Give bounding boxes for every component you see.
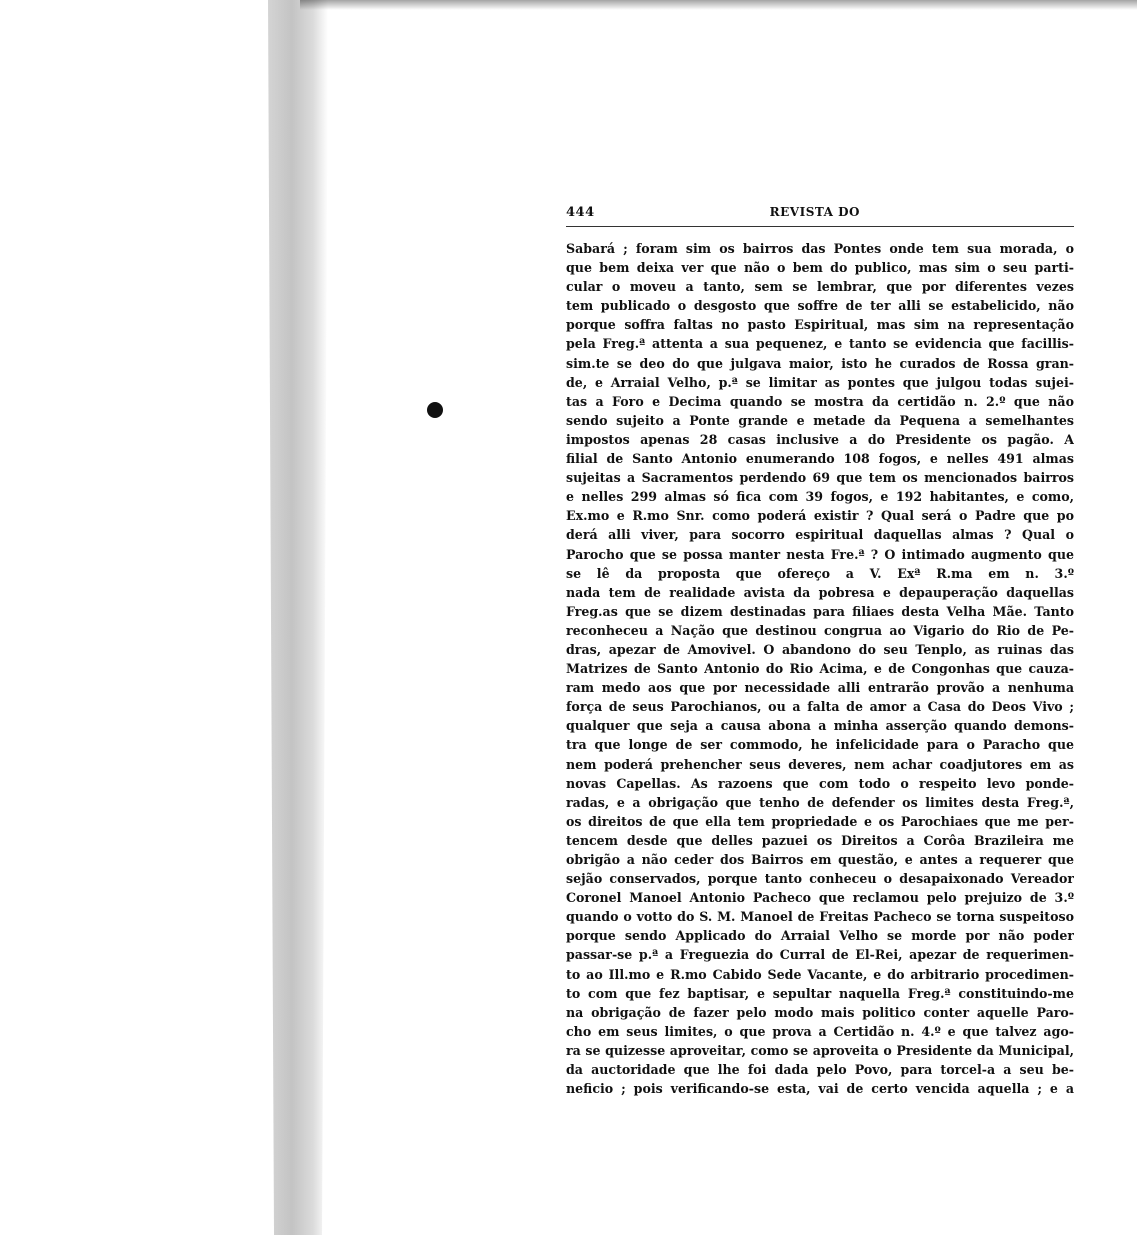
text-line: Ex.mo e R.mo Snr. como poderá existir ? Qual será o Padre que po xyxy=(566,508,1074,524)
text-line: impostos apenas 28 casas inclusive a do Presidente os pagão. A xyxy=(566,431,1074,447)
text-line: que bem deixa ver que não o bem do publico, mas sim o seu parti- xyxy=(566,260,1074,276)
text-line: qualquer que seja a causa abona a minha asserção quando demons- xyxy=(566,718,1074,734)
text-line: nada tem de realidade avista da pobresa e depauperação daquellas xyxy=(566,584,1074,600)
text-page xyxy=(566,205,1074,1098)
text-line: to com que fez baptisar, e sepultar naquella Freg.ª constituindo-me xyxy=(566,985,1074,1001)
text-line: os direitos de que ella tem propriedade e os Parochiaes que me per- xyxy=(566,813,1074,829)
running-header xyxy=(566,205,1074,227)
text-line: dras, apezar de Amovivel. O abandono do seu Tenplo, as ruinas das xyxy=(566,641,1074,657)
text-line: sendo sujeito a Ponte grande e metade da Pequena a semelhantes xyxy=(566,412,1074,428)
text-line: novas Capellas. As razoens que com todo o respeito levo ponde- xyxy=(566,775,1074,791)
text-line: e nelles 299 almas só fica com 39 fogos, e 192 habitantes, e como, xyxy=(566,489,1074,505)
text-line: da auctoridade que lhe foi dada pelo Povo, para torcel-a a seu be- xyxy=(566,1062,1074,1078)
text-line: tencem desde que delles pazuei os Direitos a Corôa Brazileira me xyxy=(566,832,1074,848)
text-line: força de seus Parochianos, ou a falta de amor a Casa do Deos Vivo ; xyxy=(566,699,1074,715)
text-line: na obrigação de fazer pelo modo mais politico conter aquelle Paro- xyxy=(566,1004,1074,1020)
text-line: Parocho que se possa manter nesta Fre.ª ? O intimado augmento que xyxy=(566,546,1074,562)
text-line: to ao Ill.mo e R.mo Cabido Sede Vacante, e do arbitrario procedimen- xyxy=(566,966,1074,982)
text-line: sim.te se deo do que julgava maior, isto he curados de Rossa gran- xyxy=(566,355,1074,371)
punch-hole-mark xyxy=(427,402,443,418)
text-line: Freg.as que se dizem destinadas para filiaes desta Velha Mãe. Tanto xyxy=(566,603,1074,619)
page-number: 444 xyxy=(566,205,595,220)
text-line: quando o votto do S. M. Manoel de Freitas Pacheco se torna suspeitoso xyxy=(566,909,1074,925)
text-line: reconheceu a Nação que destinou congrua ao Vigario do Rio de Pe- xyxy=(566,622,1074,638)
text-line: nem poderá prehencher seus deveres, nem achar coadjutores em as xyxy=(566,756,1074,772)
text-line: filial de Santo Antonio enumerando 108 fogos, e nelles 491 almas xyxy=(566,451,1074,467)
text-line: porque sendo Applicado do Arraial Velho se morde por não poder xyxy=(566,928,1074,944)
text-line: ra se quizesse aproveitar, como se aproveita o Presidente da Municipal, xyxy=(566,1042,1074,1058)
top-edge-shadow xyxy=(300,0,1137,10)
text-line: de, e Arraial Velho, p.ª se limitar as pontes que julgou todas sujei- xyxy=(566,374,1074,390)
text-line: cular o moveu a tanto, sem se lembrar, que por diferentes vezes xyxy=(566,279,1074,295)
text-line: Coronel Manoel Antonio Pacheco que reclamou pelo prejuizo de 3.º xyxy=(566,890,1074,906)
text-line: ram medo aos que por necessidade alli entrarão provão a nenhuma xyxy=(566,680,1074,696)
text-line: passar-se p.ª a Freguezia do Curral de El-Rei, apezar de requerimen- xyxy=(566,947,1074,963)
text-line: sujeitas a Sacramentos perdendo 69 que tem os mencionados bairros xyxy=(566,470,1074,486)
text-line: Sabará ; foram sim os bairros das Pontes onde tem sua morada, o xyxy=(566,241,1074,256)
text-line: radas, e a obrigação que tenho de defender os limites desta Freg.ª, xyxy=(566,794,1074,810)
text-line: porque soffra faltas no pasto Espiritual, mas sim na representação xyxy=(566,317,1074,333)
text-line: se lê da proposta que ofereço a V. Exª R.ma em n. 3.º xyxy=(566,565,1074,581)
text-line: obrigão a não ceder dos Bairros em questão, e antes a requerer que xyxy=(566,852,1074,867)
text-line: derá alli viver, para socorro espiritual daquellas almas ? Qual o xyxy=(566,527,1074,543)
binding-shadow xyxy=(268,0,328,1235)
text-line: Matrizes de Santo Antonio do Rio Acima, e de Congonhas que cauza- xyxy=(566,661,1074,677)
text-line: sejão conservados, porque tanto conheceu o desapaixonado Vereador xyxy=(566,871,1074,887)
text-line: cho em seus limites, o que prova a Certidão n. 4.º e que talvez ago- xyxy=(566,1023,1074,1039)
text-line: tem publicado o desgosto que soffre de ter alli se estabelicido, não xyxy=(566,298,1074,314)
text-line: pela Freg.ª attenta a sua pequenez, e tanto se evidencia que facillis- xyxy=(566,336,1074,352)
text-line: tra que longe de ser commodo, he infelicidade para o Paracho que xyxy=(566,737,1074,753)
text-line: tas a Foro e Decima quando se mostra da certidão n. 2.º que não xyxy=(566,393,1074,409)
text-line: neficio ; pois verificando-se esta, vai de certo vencida aquella ; e a xyxy=(566,1081,1074,1097)
running-title: REVISTA DO xyxy=(769,205,860,219)
body-text xyxy=(566,239,1074,1098)
